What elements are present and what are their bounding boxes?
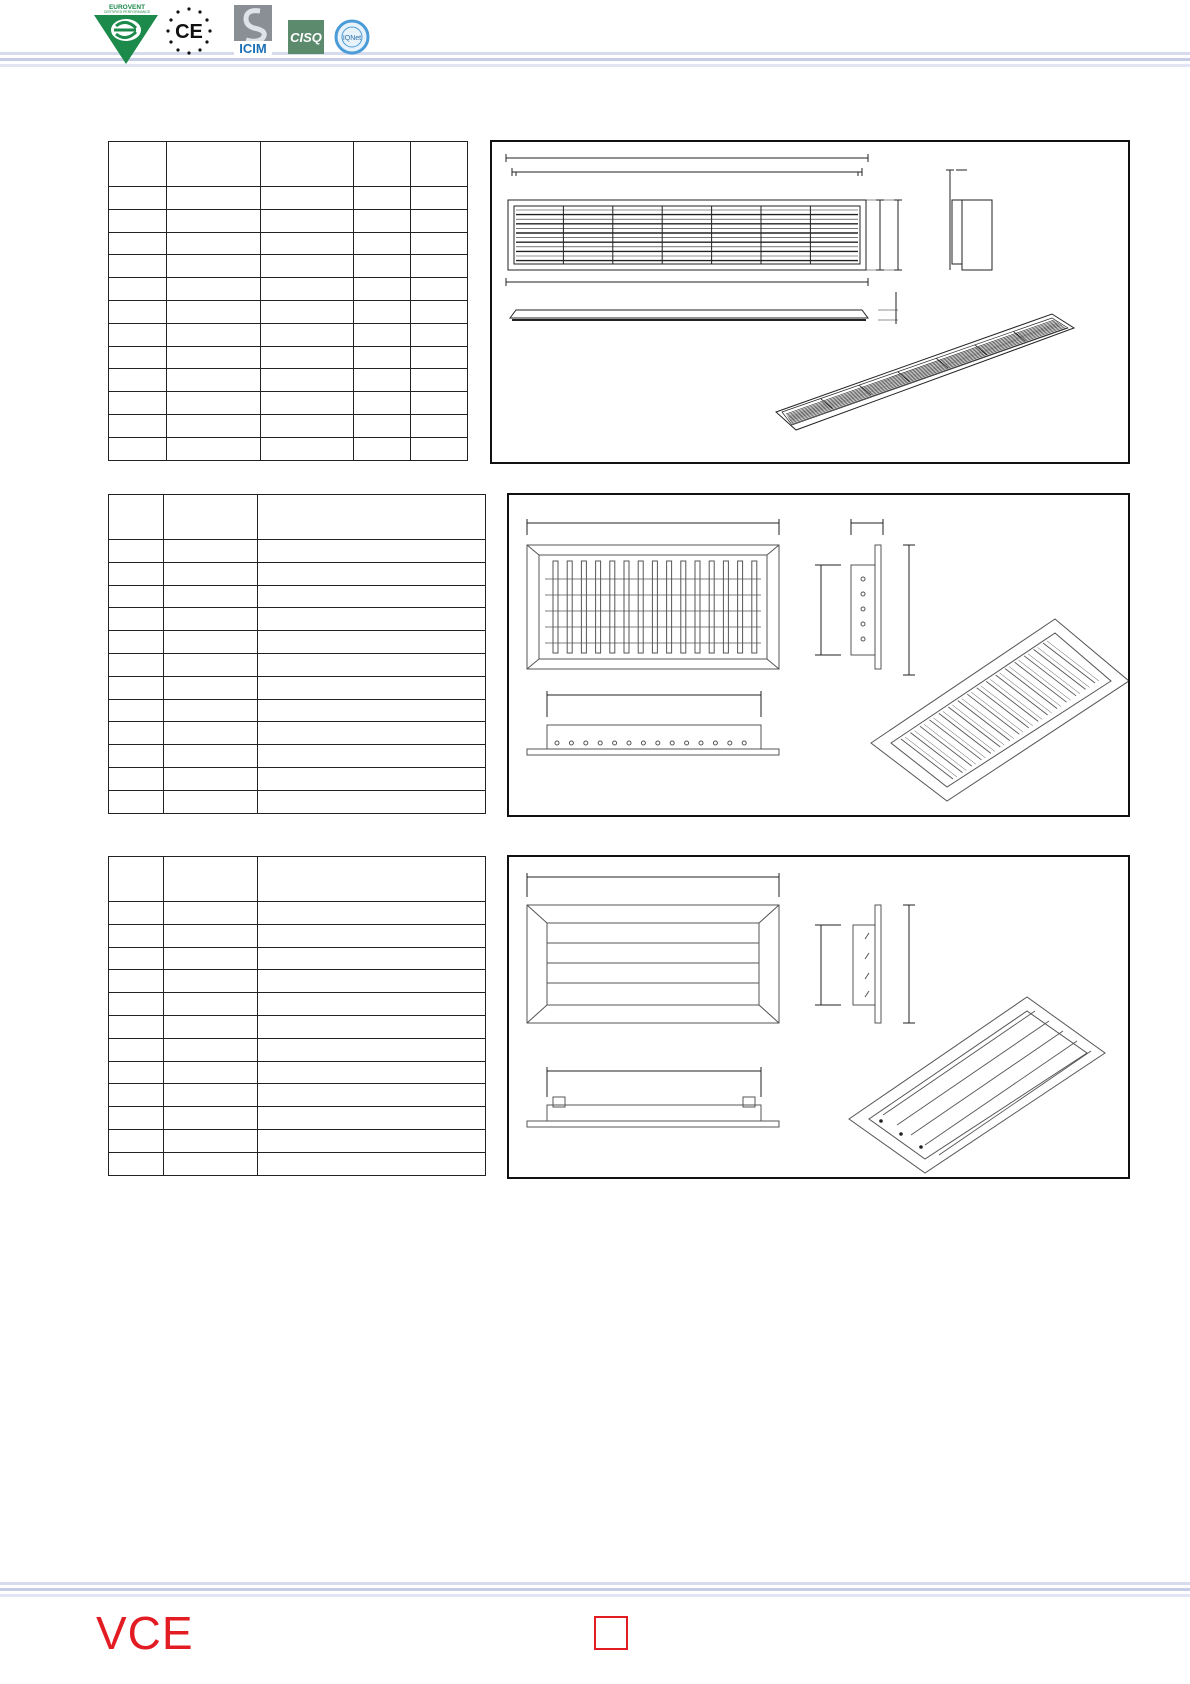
table-row [109,232,468,255]
table-cell [109,699,164,722]
iqnet-logo [334,19,370,55]
table-cell [163,1152,257,1175]
table-cell [260,414,354,437]
table-cell [109,653,164,676]
iqnet-caption: IQNet [342,35,362,42]
table-cell [166,369,260,392]
table-cell [166,142,260,187]
table-cell [109,722,164,745]
table-cell [411,300,468,323]
table-cell [411,255,468,278]
table-cell [257,993,485,1016]
spec-table-2 [108,494,486,814]
page-number-box [594,1616,628,1650]
table-cell [109,369,167,392]
icim-caption: ICIM [239,41,267,55]
table-cell [354,437,411,460]
table-cell [163,993,257,1016]
table-cell [163,902,257,925]
eurovent-subcaption: CERTIFIED PERFORMANCE [103,10,151,14]
table-cell [411,323,468,346]
table-row [109,1084,486,1107]
table-cell [109,392,167,415]
table-cell [163,1038,257,1061]
table-cell [109,767,164,790]
table-cell [354,255,411,278]
table-cell [166,255,260,278]
table-row [109,1152,486,1175]
table-cell [163,540,257,563]
footer-stripe [0,1582,1190,1585]
table-cell [257,1015,485,1038]
table-cell [163,1061,257,1084]
table-row [109,437,468,460]
table-row [109,369,468,392]
table-cell [109,585,164,608]
table-row [109,187,468,210]
cisq-logo [288,20,324,54]
table-cell [257,699,485,722]
table-cell [163,1129,257,1152]
table-cell [166,346,260,369]
table-cell [354,346,411,369]
table-cell [109,232,167,255]
table-cell [109,1061,164,1084]
table-cell [163,631,257,654]
table-cell [354,369,411,392]
table-row [109,1107,486,1130]
table-cell [354,392,411,415]
table-cell [257,947,485,970]
table-cell [109,346,167,369]
table-cell [411,369,468,392]
table-row [109,631,486,654]
table-row [109,970,486,993]
table-cell [163,924,257,947]
footer-stripe [0,1588,1190,1591]
spec-table-3 [108,856,486,1176]
table-cell [109,414,167,437]
table-cell [109,1038,164,1061]
table-cell [260,278,354,301]
table-cell [166,437,260,460]
table-row [109,745,486,768]
table-cell [163,722,257,745]
footer-stripe [0,1594,1190,1597]
table-cell [260,187,354,210]
table-row [109,699,486,722]
header-stripe [0,64,1190,67]
table-cell [109,562,164,585]
table-cell [109,857,164,902]
table-body [109,142,468,461]
icim-logo [234,5,272,55]
table-cell [257,653,485,676]
table-cell [163,608,257,631]
table-cell [260,437,354,460]
table-cell [257,608,485,631]
cisq-caption: CISQ [290,30,322,45]
table-cell [109,608,164,631]
table-cell [411,209,468,232]
table-row [109,608,486,631]
spec-table-1 [108,141,468,461]
table-header-row [109,142,468,187]
table-cell [354,278,411,301]
table-cell [411,142,468,187]
table-cell [257,1107,485,1130]
table-cell [257,1129,485,1152]
table-row [109,414,468,437]
table-row [109,392,468,415]
table-cell [163,562,257,585]
table-row [109,209,468,232]
table-cell [260,232,354,255]
table-cell [163,790,257,813]
table-cell [109,790,164,813]
table-row [109,1015,486,1038]
table-cell [163,970,257,993]
table-cell [257,745,485,768]
table-cell [166,392,260,415]
table-row [109,585,486,608]
brand-name: VCE [96,1607,194,1659]
table-cell [109,631,164,654]
table-cell [163,676,257,699]
table-cell [354,232,411,255]
table-row [109,300,468,323]
table-cell [109,947,164,970]
table-cell [109,540,164,563]
table-cell [163,1084,257,1107]
table-cell [109,676,164,699]
table-row [109,562,486,585]
table-cell [411,187,468,210]
table-cell [166,278,260,301]
table-header-row [109,495,486,540]
table-row [109,540,486,563]
table-cell [109,993,164,1016]
table-cell [109,1129,164,1152]
table-cell [354,187,411,210]
table-cell [257,676,485,699]
ce-caption: CE [175,21,203,43]
table-cell [166,300,260,323]
table-cell [260,142,354,187]
table-cell [354,323,411,346]
table-cell [257,924,485,947]
table-cell [166,323,260,346]
table-cell [257,540,485,563]
table-cell [257,1061,485,1084]
eurovent-logo [92,2,162,66]
table-cell [163,1015,257,1038]
table-cell [109,745,164,768]
table-cell [163,495,257,540]
table-row [109,1038,486,1061]
table-cell [411,278,468,301]
drawing-double-deflection-grille [507,493,1130,817]
table-cell [411,437,468,460]
table-cell [257,722,485,745]
table-row [109,767,486,790]
table-cell [411,346,468,369]
table-cell [260,323,354,346]
table-cell [411,414,468,437]
table-cell [109,924,164,947]
table-cell [260,346,354,369]
table-cell [163,699,257,722]
table-cell [354,209,411,232]
table-body [109,857,486,1176]
table-cell [354,142,411,187]
table-cell [109,902,164,925]
table-row [109,947,486,970]
table-row [109,790,486,813]
table-cell [109,1107,164,1130]
table-cell [166,209,260,232]
table-cell [163,767,257,790]
table-cell [257,1038,485,1061]
table-row [109,255,468,278]
table-cell [163,1107,257,1130]
table-cell [257,857,485,902]
eurovent-caption: EUROVENT [108,4,146,11]
table-cell [109,437,167,460]
table-cell [257,495,485,540]
table-cell [109,970,164,993]
table-cell [163,947,257,970]
table-cell [260,255,354,278]
table-row [109,722,486,745]
table-cell [166,232,260,255]
table-cell [109,495,164,540]
drawing-single-deflection-grille [507,855,1130,1179]
table-row [109,1129,486,1152]
table-cell [163,857,257,902]
table-cell [260,392,354,415]
table-cell [257,902,485,925]
table-cell [257,790,485,813]
table-cell [163,745,257,768]
table-cell [257,631,485,654]
table-cell [411,392,468,415]
table-cell [109,300,167,323]
table-cell [257,585,485,608]
table-cell [166,414,260,437]
table-row [109,278,468,301]
table-cell [109,209,167,232]
table-cell [257,970,485,993]
table-cell [257,1084,485,1107]
table-cell [411,232,468,255]
drawing-linear-grille [490,140,1130,464]
table-row [109,924,486,947]
table-header-row [109,857,486,902]
table-row [109,993,486,1016]
table-cell [354,414,411,437]
table-cell [163,585,257,608]
table-cell [257,1152,485,1175]
table-row [109,653,486,676]
table-cell [260,209,354,232]
header-stripe [0,58,1190,61]
table-row [109,1061,486,1084]
table-cell [109,255,167,278]
table-cell [260,300,354,323]
table-body [109,495,486,814]
table-cell [109,278,167,301]
table-cell [166,187,260,210]
ce-mark [164,6,214,56]
table-cell [163,653,257,676]
table-cell [109,323,167,346]
table-cell [109,187,167,210]
table-row [109,323,468,346]
table-row [109,346,468,369]
table-cell [260,369,354,392]
table-cell [354,300,411,323]
table-row [109,676,486,699]
table-cell [109,1015,164,1038]
table-cell [109,142,167,187]
table-cell [109,1084,164,1107]
table-row [109,902,486,925]
table-cell [257,767,485,790]
table-cell [109,1152,164,1175]
table-cell [257,562,485,585]
